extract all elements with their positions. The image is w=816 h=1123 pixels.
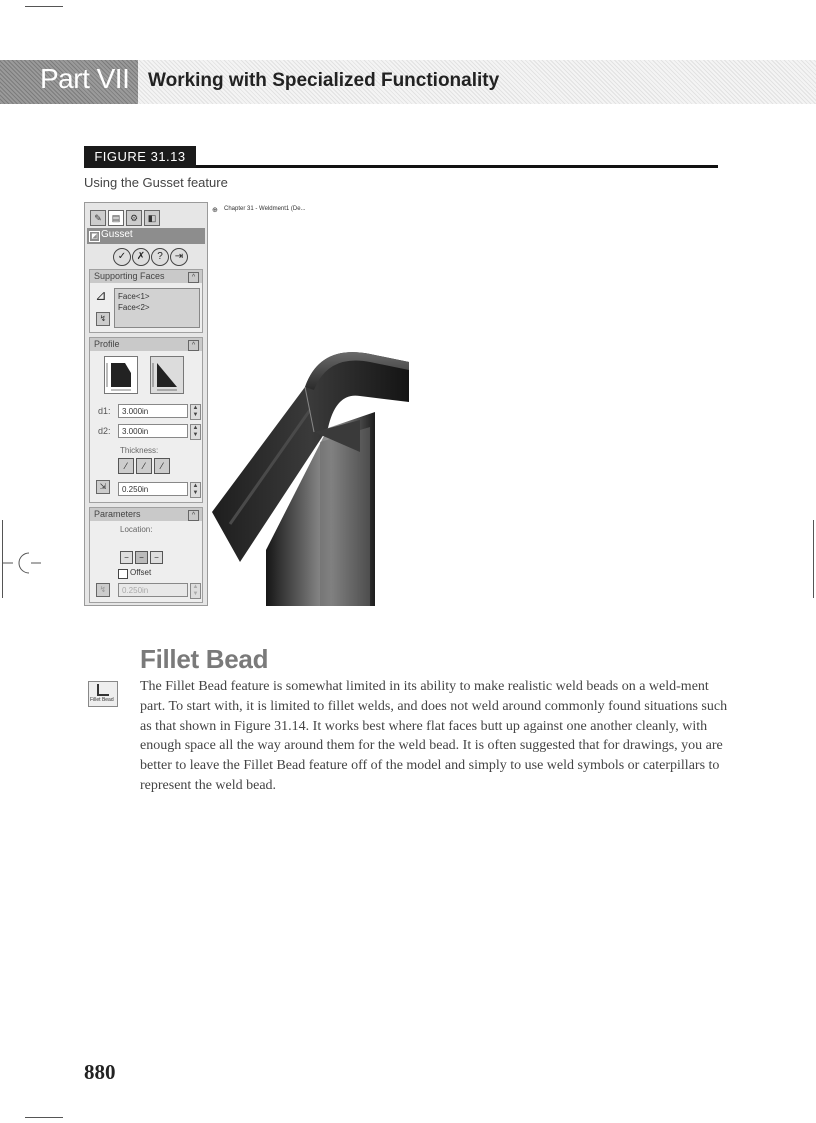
location-start-button[interactable]: − (120, 551, 133, 564)
feature-manager-tab-icon[interactable]: ✎ (90, 210, 106, 226)
feature-tree-item[interactable]: Chapter 31 - Weldment1 (De... (224, 206, 306, 212)
property-manager-tab-icon[interactable]: ▤ (108, 210, 124, 226)
figure-caption: Using the Gusset feature (84, 175, 228, 190)
parameters-group (89, 507, 203, 603)
thickness-other-side-button[interactable]: ⁄ (154, 458, 170, 474)
profile-type-polygonal-button[interactable] (150, 356, 184, 394)
crop-mark-bottom (25, 1117, 63, 1118)
figure-screenshot (84, 202, 409, 606)
location-label: Location: (120, 525, 153, 534)
location-mid-button[interactable]: − (135, 551, 148, 564)
part-label: Part VII (40, 63, 130, 94)
collapse-icon[interactable]: ^ (188, 340, 199, 351)
fillet-bead-glyph (97, 684, 109, 696)
group-title: Parameters (94, 509, 141, 519)
offset-input[interactable]: 0.250in (118, 583, 188, 597)
gusset-icon: ◩ (89, 231, 100, 242)
face-item[interactable]: Face<1> (118, 292, 150, 301)
registration-mark-icon (3, 548, 43, 578)
offset-spinner[interactable]: ▲ ▼ (190, 583, 201, 599)
running-header-title: Working with Specialized Functionality (148, 70, 500, 91)
page-number: 880 (84, 1060, 116, 1084)
section-body: The Fillet Bead feature is somewhat limited in its ability to make realistic weld beads on a weld-ment part. To start with, it is limited to fillet welds, and does not weld around commonly found situations such as that shown in Figure 31.14. It works best where flat faces butt up against one another cleanly, with enough space all the way around them for the weld bead. It is often suggested that for drawings, you are better to leave the Fillet Bead feature off of the model and simply to use weld symbols or caterpillars to represent the weld bead. (140, 679, 728, 793)
pushpin-button[interactable]: ⇥ (170, 248, 188, 266)
reverse-direction-icon[interactable]: ↯ (96, 312, 110, 326)
offset-checkbox[interactable] (118, 569, 128, 579)
thickness-input[interactable]: 0.250in (118, 482, 188, 496)
section-heading: Fillet Bead (140, 644, 269, 674)
collapse-icon[interactable]: ^ (188, 272, 199, 283)
fillet-bead-icon (88, 681, 118, 707)
d2-input[interactable]: 3.000in (118, 424, 188, 438)
group-title: Supporting Faces (94, 271, 165, 281)
collapse-icon[interactable]: ^ (188, 510, 199, 521)
supporting-faces-group (89, 269, 203, 333)
profile-group (89, 337, 203, 503)
thickness-label: Thickness: (120, 446, 159, 455)
triangle-profile-icon (105, 357, 137, 393)
tool-icon-label: Fillet Bead (90, 697, 114, 703)
d2-spinner[interactable]: ▲ ▼ (190, 424, 201, 440)
model-viewport[interactable] (210, 292, 409, 606)
offset-label: Offset (130, 568, 152, 577)
location-end-button[interactable]: − (150, 551, 163, 564)
part-icon: ⊕ (212, 206, 218, 214)
d1-spinner[interactable]: ▲ ▼ (190, 404, 201, 420)
thickness-both-sides-button[interactable]: ⁄ (136, 458, 152, 474)
figure-rule (196, 165, 718, 168)
polygon-profile-icon (151, 357, 183, 393)
help-button[interactable]: ? (151, 248, 169, 266)
face-select-icon: ⊿ (95, 287, 107, 303)
d1-label: d1: (98, 406, 111, 416)
cancel-button[interactable]: ✗ (132, 248, 150, 266)
face-item[interactable]: Face<2> (118, 303, 150, 312)
panel-title: Gusset (101, 229, 133, 240)
display-manager-tab-icon[interactable]: ◧ (144, 210, 160, 226)
profile-type-triangular-button[interactable] (104, 356, 138, 394)
thickness-one-side-button[interactable]: ⁄ (118, 458, 134, 474)
d2-label: d2: (98, 426, 111, 436)
thickness-icon: ⇲ (96, 480, 110, 494)
offset-icon: ↯ (96, 583, 110, 597)
crop-mark-right (813, 520, 814, 598)
manager-tabs (88, 206, 204, 228)
ok-button[interactable]: ✓ (113, 248, 131, 266)
property-manager-panel (84, 202, 208, 606)
figure-label: FIGURE 31.13 (84, 146, 196, 168)
crop-mark-top (25, 6, 63, 7)
thickness-spinner[interactable]: ▲ ▼ (190, 482, 201, 498)
faces-selection-box[interactable] (114, 288, 200, 328)
d1-input[interactable]: 3.000in (118, 404, 188, 418)
group-title: Profile (94, 339, 120, 349)
configuration-manager-tab-icon[interactable]: ⚙ (126, 210, 142, 226)
